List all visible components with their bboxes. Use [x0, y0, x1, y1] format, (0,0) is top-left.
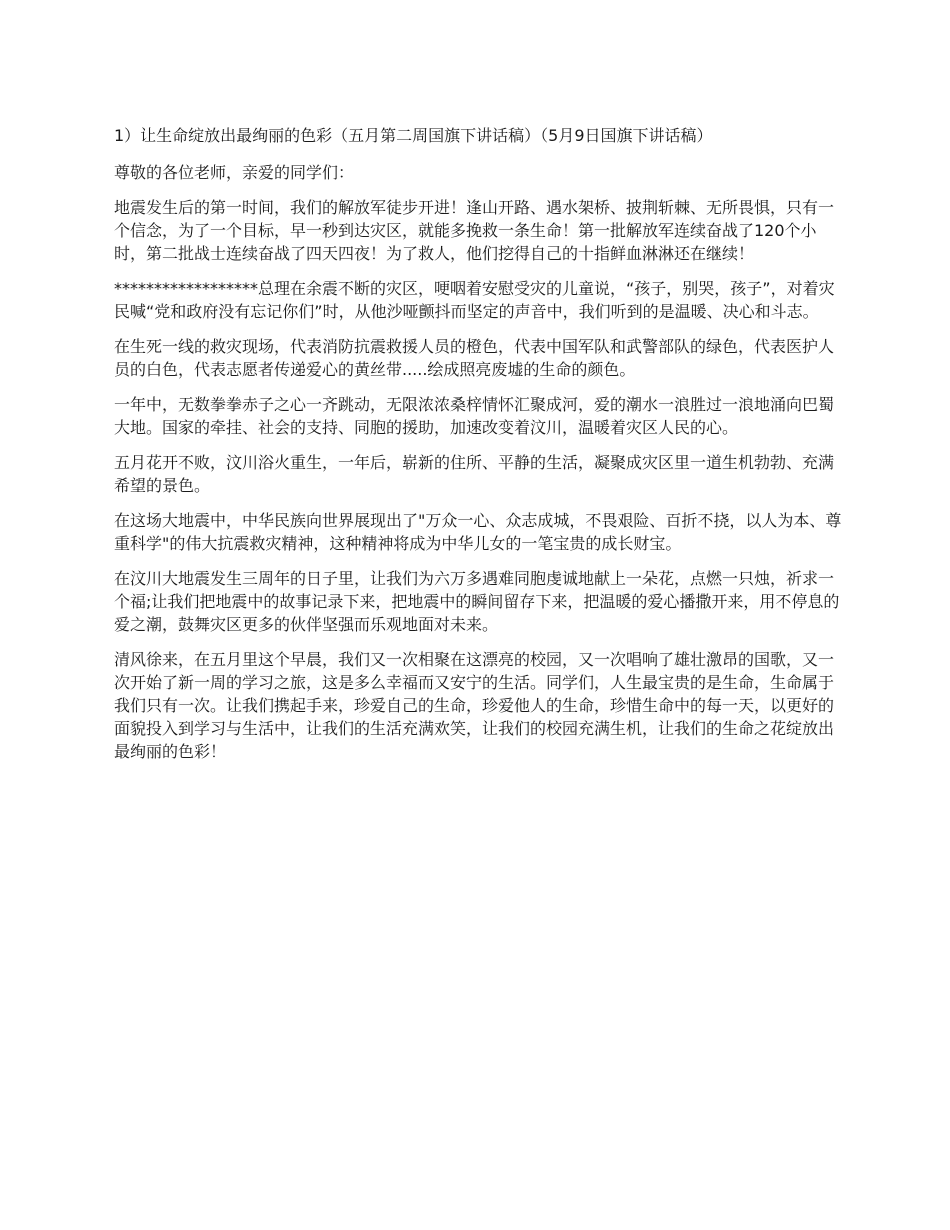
- body-paragraph: 五月花开不败，汶川浴火重生，一年后，崭新的住所、平静的生活，凝聚成灾区里一道生机勃勃、充满希望的景色。: [114, 453, 835, 495]
- document-body: [114, 124, 844, 775]
- document-title: 1）让生命绽放出最绚丽的色彩（五月第二周国旗下讲话稿）（5月9日国旗下讲话稿）: [114, 126, 713, 145]
- body-paragraph: 地震发生后的第一时间，我们的解放军徒步开进！逢山开路、遇水架桥、披荆斩棘、无所畏惧，只有一个信念，为了一个目标，早一秒到达灾区，就能多挽救一条生命！第一批解放军连续奋战了120个小时，第二批战士连续奋战了四天四夜！为了救人，他们挖得自己的十指鲜血淋淋还在继续！: [114, 198, 835, 263]
- body-paragraph: ******************总理在余震不断的灾区，哽咽着安慰受灾的儿童说，“孩子，别哭，孩子”，对着灾民喊“党和政府没有忘记你们”时，从他沙哑颤抖而坚定的声音中，我们听到的是温暖、决心和斗志。: [114, 279, 835, 321]
- body-paragraph: 在生死一线的救灾现场，代表消防抗震救援人员的橙色，代表中国军队和武警部队的绿色，代表医护人员的白色，代表志愿者传递爱心的黄丝带.....绘成照亮废墟的生命的颜色。: [114, 337, 835, 379]
- greeting-paragraph: 尊敬的各位老师，亲爱的同学们：: [114, 163, 355, 182]
- body-paragraph: 在汶川大地震发生三周年的日子里，让我们为六万多遇难同胞虔诚地献上一朵花，点燃一只烛，祈求一个福;让我们把地震中的故事记录下来，把地震中的瞬间留存下来，把温暖的爱心播撒开来，用不停息的爱之潮，鼓舞灾区更多的伙伴坚强而乐观地面对未来。: [114, 569, 840, 634]
- body-paragraph: 在这场大地震中，中华民族向世界展现出了"万众一心、众志成城，不畏艰险、百折不挠，以人为本、尊重科学"的伟大抗震救灾精神，这种精神将成为中华儿女的一笔宝贵的成长财宝。: [114, 511, 842, 553]
- body-paragraph: 一年中，无数拳拳赤子之心一齐跳动，无限浓浓桑梓情怀汇聚成河，爱的潮水一浪胜过一浪地涌向巴蜀大地。国家的牵挂、社会的支持、同胞的援助，加速改变着汶川，温暖着灾区人民的心。: [114, 395, 835, 437]
- closing-paragraph: 清风徐来，在五月里这个早晨，我们又一次相聚在这漂亮的校园，又一次唱响了雄壮激昂的国歌，又一次开始了新一周的学习之旅，这是多么幸福而又安宁的生活。同学们，人生最宝贵的是生命，生命属于我们只有一次。让我们携起手来，珍爱自己的生命，珍爱他人的生命，珍惜生命中的每一天，以更好的面貌投入到学习与生活中，让我们的生活充满欢笑，让我们的校园充满生机，让我们的生命之花绽放出最绚丽的色彩！: [114, 650, 835, 761]
